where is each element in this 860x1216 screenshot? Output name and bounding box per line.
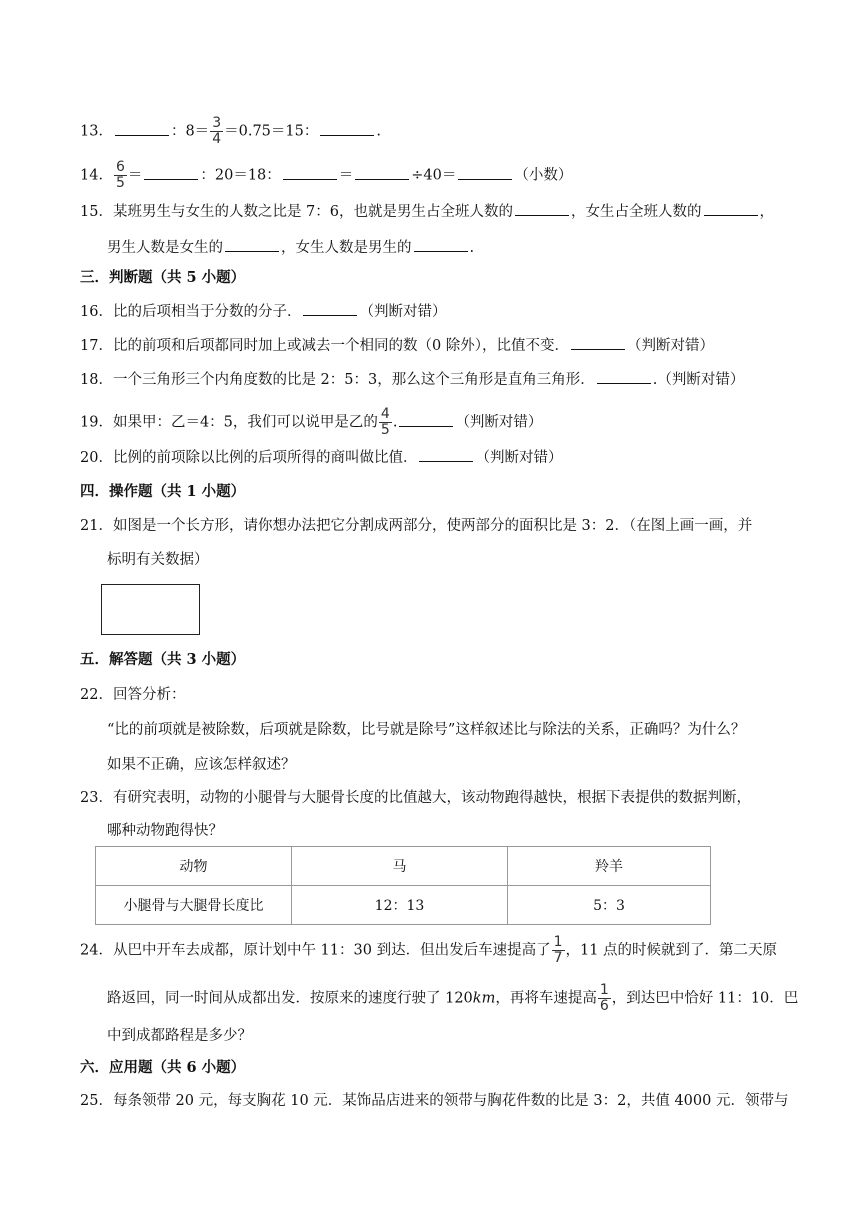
answer-blank[interactable] <box>419 447 473 462</box>
table-header-cell: 动物 <box>96 847 292 886</box>
question-21: 21．如图是一个长方形，请你想办法把它分割成两部分，使两部分的面积比是 3：2．（在图上画一画，并 <box>80 518 753 534</box>
question-19: 19．如果甲：乙＝4：5，我们可以说甲是乙的 $\frac{4}{5}$ . （判断对错） <box>80 406 543 438</box>
question-14: 14． $\frac{6}{5}$ ＝ ：20＝18： ＝ ÷40＝ （小数） <box>80 159 573 191</box>
table-cell: 小腿骨与大腿骨长度比 <box>96 886 292 925</box>
answer-blank[interactable] <box>283 165 337 180</box>
fraction: $\frac{3}{4}$ <box>212 115 222 147</box>
answer-blank[interactable] <box>458 165 512 180</box>
question-18: 18．一个三角形三个内角度数的比是 2：5：3，那么这个三角形是直角三角形． .（判断对错） <box>80 369 744 390</box>
table-header-cell: 羚羊 <box>508 847 711 886</box>
question-number: 13． <box>80 123 113 140</box>
section-heading-solution: 五．解答题（共 3 小题） <box>80 651 246 668</box>
section-heading-application: 六．应用题（共 6 小题） <box>80 1059 246 1076</box>
question-15: 15．某班男生与女生的人数之比是 7：6，也就是男生占全班人数的 ，女生占全班人数的 ， <box>80 201 774 222</box>
unit-km: km <box>472 990 496 1007</box>
question-number: 15． <box>80 204 113 220</box>
question-22-line-3: 如果不正确，应该怎样叙述？ <box>107 757 296 773</box>
table-header-cell: 马 <box>292 847 508 886</box>
answer-blank[interactable] <box>303 301 357 316</box>
answer-blank[interactable] <box>515 201 569 216</box>
question-13: 13． ：8＝ $\frac{3}{4}$ ＝0.75＝15： . <box>80 115 381 147</box>
table-cell: 12：13 <box>292 886 508 925</box>
question-23-line-2: 哪种动物跑得快？ <box>107 823 223 839</box>
question-16: 16．比的后项相当于分数的分子． （判断对错） <box>80 301 446 322</box>
fraction: $\frac{4}{5}$ <box>380 406 390 438</box>
question-21-line-2: 标明有关数据） <box>107 552 209 568</box>
answer-blank[interactable] <box>597 369 651 384</box>
fraction: $\frac{1}{6}$ <box>599 982 609 1014</box>
answer-blank[interactable] <box>225 237 279 252</box>
question-25: 25．每条领带 20 元，每支胸花 10 元．某饰品店进来的领带与胸花件数的比是 3：2，共值 4000 元．领带与 <box>80 1093 789 1109</box>
question-15-line-2: 男生人数是女生的 ，女生人数是男生的 . <box>107 237 474 258</box>
question-23: 23．有研究表明，动物的小腿骨与大腿骨长度的比值越大，该动物跑得越快，根据下表提供的数据判断， <box>80 790 751 806</box>
answer-blank[interactable] <box>320 121 374 136</box>
table-row <box>96 886 711 925</box>
question-20: 20．比例的前项除以比例的后项所得的商叫做比值． （判断对错） <box>80 447 562 468</box>
section-heading-operation: 四．操作题（共 1 小题） <box>80 483 246 500</box>
table-header-row <box>96 847 711 886</box>
question-24-line-3: 中到成都路程是多少？ <box>107 1028 252 1044</box>
table-cell: 5：3 <box>508 886 711 925</box>
answer-blank[interactable] <box>144 165 198 180</box>
question-24: 24．从巴中开车去成都，原计划中午 11：30 到达．但出发后车速提高了 $\frac{1}{7}$ ，11 点的时候就到了．第二天原 <box>80 934 778 966</box>
answer-blank[interactable] <box>399 412 453 427</box>
fraction: $\frac{1}{7}$ <box>553 934 563 966</box>
answer-blank[interactable] <box>571 335 625 350</box>
fraction: $\frac{6}{5}$ <box>115 159 125 191</box>
question-number: 14． <box>80 167 113 184</box>
question-22-line-2: “比的前项就是被除数，后项就是除数，比号就是除号”这样叙述比与除法的关系，正确吗？为什么？ <box>107 722 746 738</box>
question-17: 17．比的前项和后项都同时加上或减去一个相同的数（0 除外），比值不变． （判断对错） <box>80 335 714 356</box>
answer-blank[interactable] <box>115 121 169 136</box>
answer-blank[interactable] <box>414 237 468 252</box>
answer-blank[interactable] <box>704 201 758 216</box>
answer-blank[interactable] <box>355 165 409 180</box>
question-22: 22．回答分析： <box>80 687 186 703</box>
section-heading-judgment: 三．判断题（共 5 小题） <box>80 269 246 286</box>
data-table <box>95 846 711 925</box>
question-24-line-2: 路返回，同一时间从成都出发．按原来的速度行驶了 120km，再将车速提高 $\frac{1}{6}$ ，到达巴中恰好 11：10．巴 <box>107 982 799 1014</box>
rectangle-figure[interactable] <box>101 584 200 635</box>
